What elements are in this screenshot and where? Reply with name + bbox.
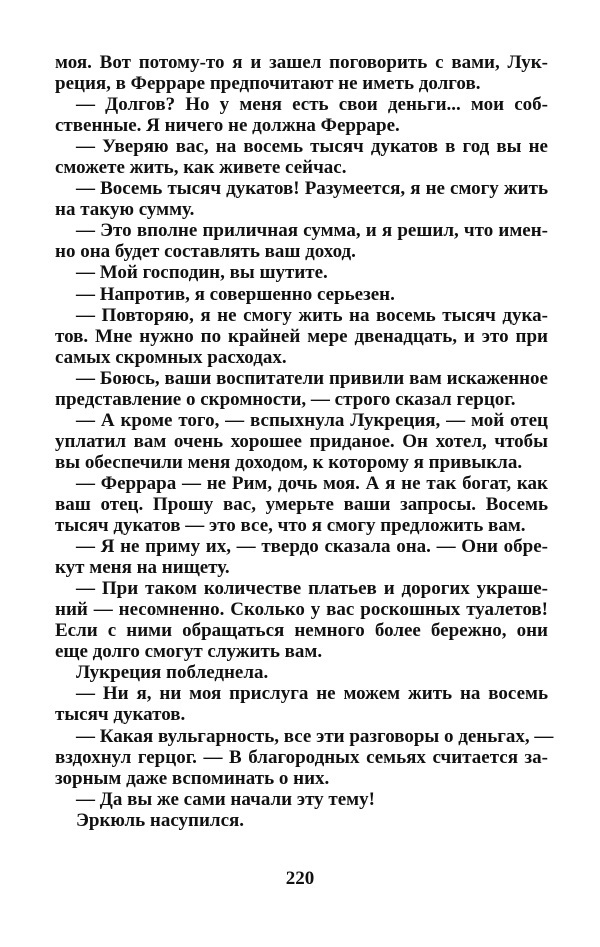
text-line: кут меня на нищету.	[55, 557, 230, 579]
text-line: но она будет составлять ваш доход.	[55, 241, 356, 263]
text-line: — Феррара — не Рим, дочь моя. А я не так богат, как	[76, 472, 548, 494]
page-body-text	[55, 52, 554, 831]
text-line: Если с ними обращаться немного более бережно, они	[55, 620, 548, 642]
page-number: 220	[285, 868, 315, 889]
text-line: вы обеспечили меня доходом, к которому я привыкла.	[55, 451, 523, 473]
text-line: зорным даже вспоминать о них.	[55, 767, 330, 789]
text-line: — Уверяю вас, на восемь тысяч дукатов в год вы не	[76, 136, 548, 158]
text-line: представление о скромности, — строго сказал герцог.	[55, 388, 516, 410]
text-line: — Ни я, ни моя прислуга не можем жить на восемь	[76, 683, 548, 705]
text-line: — При таком количестве платьев и дорогих украше-	[76, 578, 548, 600]
text-line: еще долго смогут служить вам.	[55, 641, 323, 663]
text-line: — Восемь тысяч дукатов! Разумеется, я не смогу жить	[76, 178, 548, 200]
text-line: реция, в Ферраре предпочитают не иметь долгов.	[55, 73, 481, 95]
text-line: — Я не приму их, — твердо сказала она. — Они обре-	[76, 536, 548, 558]
text-line: уплатил вам очень хорошее приданое. Он хотел, чтобы	[55, 430, 548, 452]
text-line: ний — несомненно. Сколько у вас роскошных туалетов!	[55, 599, 548, 621]
text-line: ваш отец. Прошу вас, умерьте ваши запросы. Восемь	[55, 493, 548, 515]
text-line: сможете жить, как живете сейчас.	[55, 157, 347, 179]
text-line: на такую сумму.	[55, 199, 195, 221]
text-line: — Да вы же сами начали эту тему!	[76, 788, 375, 810]
text-line: тов. Мне нужно по крайней мере двенадцать, и это при	[55, 325, 548, 347]
text-line: моя. Вот потому-то я и зашел поговорить с вами, Лук-	[55, 52, 548, 73]
text-line: Эркюль насупился.	[76, 809, 245, 831]
text-line: — Мой господин, вы шутите.	[76, 262, 328, 284]
text-line: — Это вполне приличная сумма, и я решил, что имен-	[76, 220, 548, 242]
text-line: ственные. Я ничего не должна Ферраре.	[55, 115, 400, 137]
text-line: Лукреция побледнела.	[76, 662, 269, 684]
text-line: — Долгов? Но у меня есть свои деньги... мои соб-	[76, 94, 548, 116]
text-line: — Напротив, я совершенно серьезен.	[76, 283, 395, 305]
text-line: тысяч дукатов — это все, что я смогу предложить вам.	[55, 515, 526, 537]
text-line: самых скромных расходах.	[55, 346, 287, 368]
text-line: — Какая вульгарность, все эти разговоры о деньгах, —	[76, 725, 554, 747]
text-line: — Боюсь, ваши воспитатели привили вам искаженное	[76, 367, 548, 389]
text-line: тысяч дукатов.	[55, 704, 186, 726]
text-line: — Повторяю, я не смогу жить на восемь тысяч дука-	[76, 304, 548, 326]
text-line: вздохнул герцог. — В благородных семьях считается за-	[55, 746, 548, 768]
text-line: — А кроме того, — вспыхнула Лукреция, — мой отец	[76, 409, 548, 431]
